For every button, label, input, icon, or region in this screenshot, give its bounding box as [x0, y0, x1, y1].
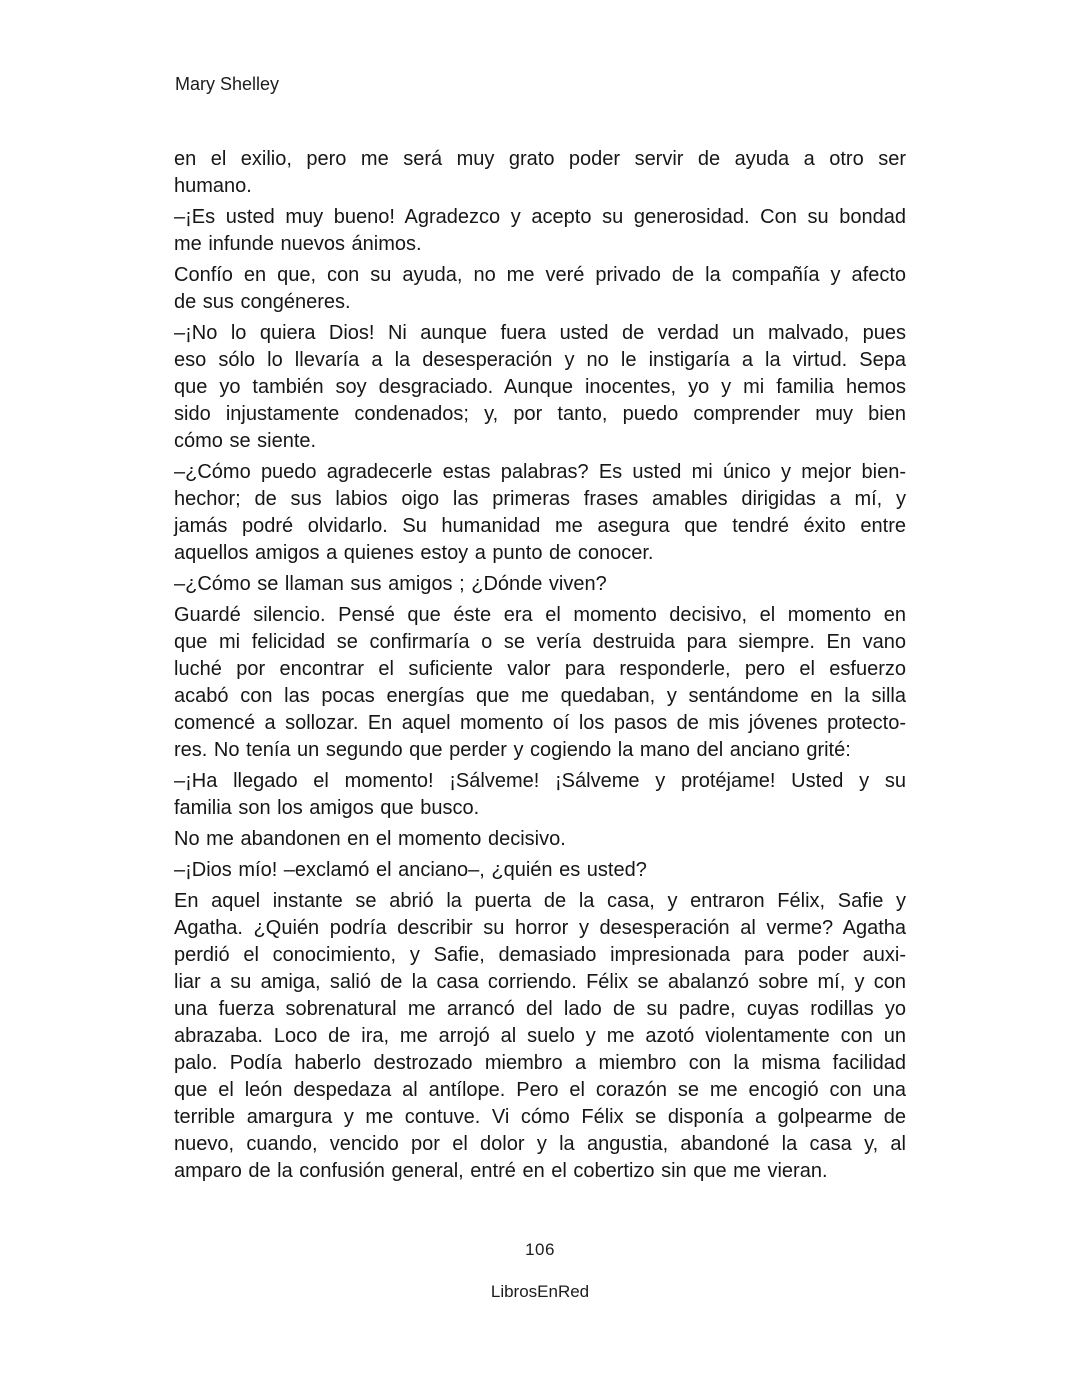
paragraph — [174, 768, 906, 822]
paragraph — [174, 888, 906, 1185]
text-line: –¡Dios mío! –exclamó el anciano–, ¿quién es usted? — [174, 859, 647, 881]
text-line: luché por encontrar el suficiente valor para responderle, pero el esfuerzo — [174, 658, 906, 680]
text-line: Confío en que, con su ayuda, no me veré privado de la compañía y afecto — [174, 264, 906, 286]
text-line: acabó con las pocas energías que me quedaban, y sentándome en la silla — [174, 685, 906, 707]
text-line: eso sólo lo llevaría a la desesperación y no le instigaría a la virtud. Sepa — [174, 349, 906, 371]
text-line: que mi felicidad se confirmaría o se vería destruida para siempre. En vano — [174, 631, 906, 653]
text-line: –¡Es usted muy bueno! Agradezco y acepto su generosidad. Con su bondad — [174, 206, 906, 228]
text-line: que el león despedaza al antílope. Pero el corazón se me encogió con una — [174, 1079, 906, 1101]
body-text-block — [174, 146, 906, 1189]
text-line: hechor; de sus labios oigo las primeras frases amables dirigidas a mí, y — [174, 488, 906, 510]
text-line: Guardé silencio. Pensé que éste era el momento decisivo, el momento en — [174, 604, 906, 626]
paragraph — [174, 262, 906, 316]
text-line: amparo de la confusión general, entré en el cobertizo sin que me vieran. — [174, 1160, 828, 1182]
page-number: 106 — [525, 1240, 555, 1259]
paragraph — [174, 571, 906, 598]
text-line: que yo también soy desgraciado. Aunque inocentes, yo y mi familia hemos — [174, 376, 906, 398]
text-line: En aquel instante se abrió la puerta de la casa, y entraron Félix, Safie y — [174, 890, 906, 912]
paragraph — [174, 459, 906, 567]
text-line: familia son los amigos que busco. — [174, 797, 480, 819]
paragraph — [174, 204, 906, 258]
text-line: –¿Cómo puedo agradecerle estas palabras? Es usted mi único y mejor bien- — [174, 461, 906, 483]
text-line: aquellos amigos a quienes estoy a punto de conocer. — [174, 542, 654, 564]
text-line: res. No tenía un segundo que perder y cogiendo la mano del anciano grité: — [174, 739, 851, 761]
paragraph — [174, 146, 906, 200]
text-line: jamás podré olvidarlo. Su humanidad me asegura que tendré éxito entre — [174, 515, 906, 537]
text-line: cómo se siente. — [174, 430, 317, 452]
publisher-footer: LibrosEnRed — [490, 1282, 590, 1301]
text-line: nuevo, cuando, vencido por el dolor y la angustia, abandoné la casa y, al — [174, 1133, 906, 1155]
paragraph — [174, 602, 906, 764]
text-line: –¡Ha llegado el momento! ¡Sálveme! ¡Sálveme y protéjame! Usted y su — [174, 770, 906, 792]
text-line: una fuerza sobrenatural me arrancó del lado de su padre, cuyas rodillas yo — [174, 998, 906, 1020]
text-line: –¿Cómo se llaman sus amigos ; ¿Dónde viven? — [174, 573, 607, 595]
running-header: Mary Shelley — [175, 74, 280, 94]
text-line: palo. Podía haberlo destrozado miembro a miembro con la misma facilidad — [174, 1052, 906, 1074]
paragraph — [174, 320, 906, 455]
text-line: de sus congéneres. — [174, 291, 351, 313]
text-line: en el exilio, pero me será muy grato poder servir de ayuda a otro ser — [174, 148, 906, 170]
text-line: –¡No lo quiera Dios! Ni aunque fuera usted de verdad un malvado, pues — [174, 322, 906, 344]
text-line: comencé a sollozar. En aquel momento oí los pasos de mis jóvenes protecto- — [174, 712, 906, 734]
text-line: abrazaba. Loco de ira, me arrojó al suelo y me azotó violentamente con un — [174, 1025, 906, 1047]
text-line: Agatha. ¿Quién podría describir su horror y desesperación al verme? Agatha — [174, 917, 906, 939]
text-line: terrible amargura y me contuve. Vi cómo Félix se disponía a golpearme de — [174, 1106, 906, 1128]
text-line: humano. — [174, 175, 252, 197]
text-line: liar a su amiga, salió de la casa corriendo. Félix se abalanzó sobre mí, y con — [174, 971, 906, 993]
paragraph — [174, 857, 906, 884]
text-line: perdió el conocimiento, y Safie, demasiado impresionada para poder auxi- — [174, 944, 906, 966]
text-line: No me abandonen en el momento decisivo. — [174, 828, 566, 850]
paragraph — [174, 826, 906, 853]
text-line: me infunde nuevos ánimos. — [174, 233, 422, 255]
text-line: sido injustamente condenados; y, por tanto, puedo comprender muy bien — [174, 403, 906, 425]
